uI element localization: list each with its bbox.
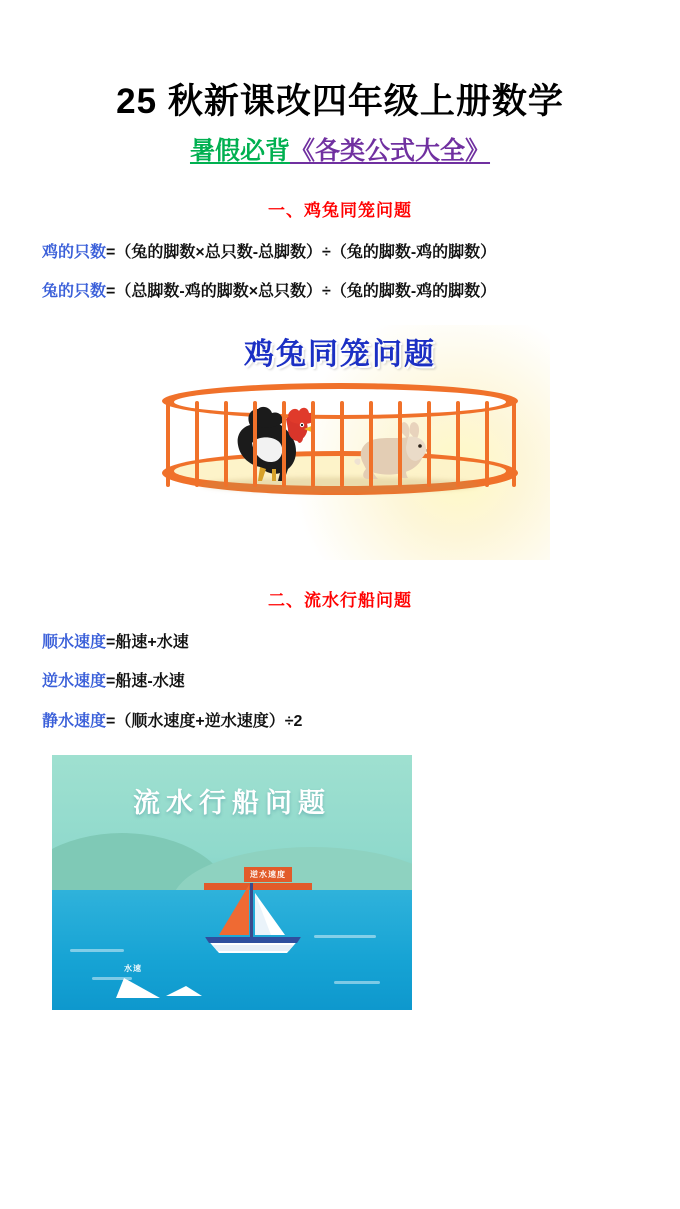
- cage-bars-group: [162, 401, 518, 473]
- figure-boat-river: [42, 755, 638, 1010]
- formula-line: [42, 237, 638, 268]
- formula-label: 顺水速度: [42, 634, 107, 652]
- chicken-rabbit-cage-illustration: [130, 325, 550, 560]
- formula-expression: =船速-水速: [106, 673, 185, 691]
- formula-label: 静水速度: [42, 712, 107, 730]
- label-upstream-speed: 逆水速度: [244, 867, 292, 882]
- formula-expression: =（顺水速度+逆水速度）÷2: [106, 712, 303, 730]
- formula-expression: =（总脚数-鸡的脚数×总只数）÷（兔的脚数-鸡的脚数）: [106, 282, 497, 300]
- sailboat-icon: [197, 883, 309, 965]
- water-speed-arrow-icon: [114, 974, 206, 1000]
- formula-line: [42, 276, 638, 307]
- cage-illustration-caption: 鸡兔同笼问题: [244, 337, 436, 373]
- formula-line: [42, 627, 638, 658]
- label-water-speed: 水速: [124, 963, 142, 973]
- formula-line: [42, 706, 638, 737]
- boat-illustration-caption: 流水行船问题: [133, 787, 331, 819]
- figure-chicken-rabbit-cage: [42, 325, 638, 560]
- subtitle-purple-text: 《各类公式大全》: [290, 137, 491, 166]
- formula-expression: =（兔的脚数×总只数-总脚数）÷（兔的脚数-鸡的脚数）: [106, 243, 497, 261]
- formula-label: 兔的只数: [42, 282, 107, 300]
- page-title: 25 秋新课改四年级上册数学: [116, 82, 564, 121]
- subtitle-green-text: 暑假必背: [189, 137, 290, 166]
- formula-line: [42, 666, 638, 697]
- section-heading-2: 二、流水行船问题: [268, 591, 412, 611]
- formula-label: 逆水速度: [42, 673, 107, 691]
- formula-expression: =船速+水速: [106, 634, 189, 652]
- formula-label: 鸡的只数: [42, 243, 107, 261]
- boat-river-illustration: [52, 755, 412, 1010]
- section-heading-1: 一、鸡兔同笼问题: [268, 200, 412, 220]
- page-subtitle: [42, 135, 638, 168]
